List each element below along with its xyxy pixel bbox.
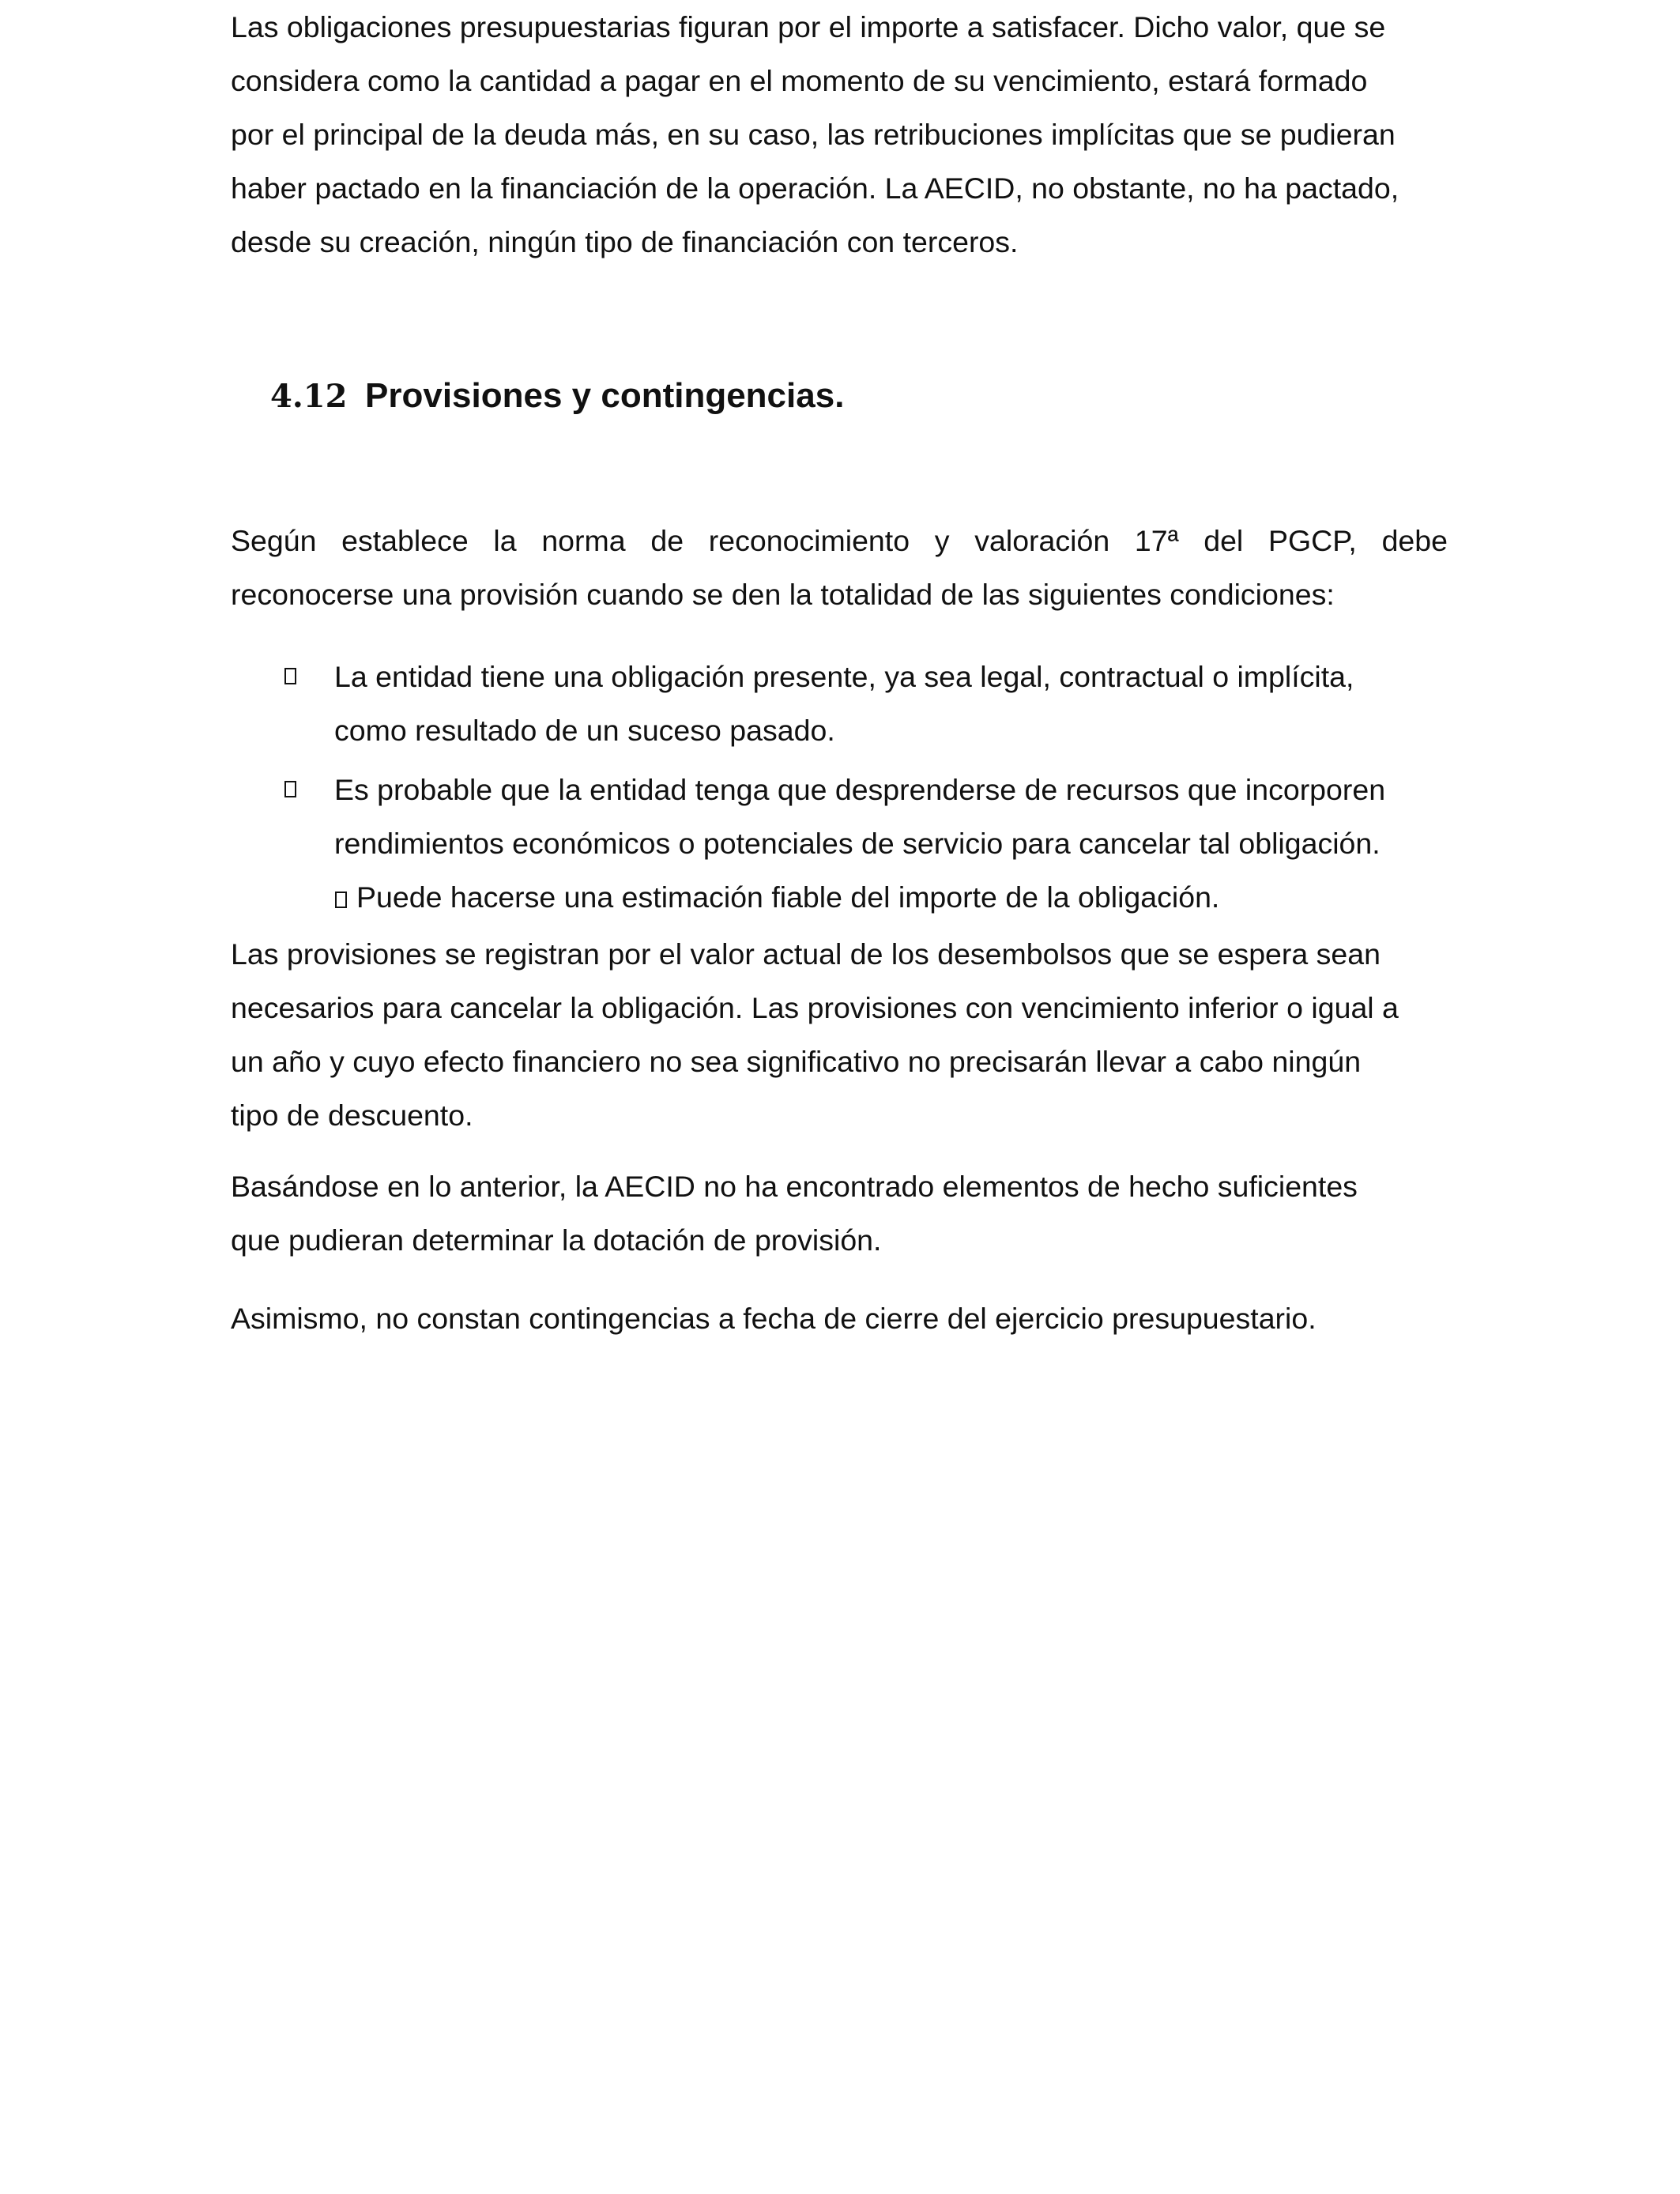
section-title: Provisiones y contingencias.	[365, 376, 845, 415]
paragraph-line: considera como la cantidad a pagar en el momento de su vencimiento, estará formado	[231, 64, 1368, 97]
paragraph-line: Basándose en lo anterior, la AECID no ha encontrado elementos de hecho suficientes	[231, 1170, 1358, 1203]
paragraph-line: Las provisiones se registran por el valor actual de los desembolsos que se espera sean	[231, 937, 1381, 971]
list-item-text	[334, 650, 1354, 757]
paragraph-asimismo	[231, 1291, 1317, 1345]
paragraph-basandose	[231, 1159, 1358, 1267]
paragraph-line: desde su creación, ningún tipo de financiación con terceros.	[231, 225, 1019, 258]
bullet-box-icon	[284, 668, 296, 684]
paragraph-line: necesarios para cancelar la obligación. Las provisiones con vencimiento inferior o igual a	[231, 991, 1399, 1024]
paragraph-provisiones-registro	[231, 927, 1399, 1142]
bullet-box-icon	[284, 781, 296, 797]
paragraph-line: Según establece la norma de reconocimiento y valoración 17ª del PGCP, debe	[231, 524, 1448, 557]
section-heading	[270, 368, 844, 424]
list-item-line: rendimientos económicos o potenciales de servicio para cancelar tal obligación.	[334, 827, 1381, 860]
paragraph-obligaciones	[231, 0, 1399, 269]
paragraph-line: que pudieran determinar la dotación de provisión.	[231, 1223, 882, 1257]
paragraph-line: Las obligaciones presupuestarias figuran por el importe a satisfacer. Dicho valor, que se	[231, 10, 1386, 43]
section-number: 4.12	[270, 378, 348, 415]
bullet-box-icon	[335, 892, 347, 908]
list-item-text: Puede hacerse una estimación fiable del importe de la obligación.	[356, 880, 1220, 914]
paragraph-line: Asimismo, no constan contingencias a fecha de cierre del ejercicio presupuestario.	[231, 1302, 1317, 1335]
paragraph-line: haber pactado en la financiación de la operación. La AECID, no obstante, no ha pactado,	[231, 172, 1399, 205]
paragraph-line: reconocerse una provisión cuando se den la totalidad de las siguientes condiciones:	[231, 578, 1335, 611]
paragraph-line: un año y cuyo efecto financiero no sea significativo no precisarán llevar a cabo ningún	[231, 1045, 1362, 1078]
paragraph-line: tipo de descuento.	[231, 1099, 473, 1132]
list-item-line: La entidad tiene una obligación presente, ya sea legal, contractual o implícita,	[334, 660, 1354, 693]
list-item-text	[334, 763, 1385, 870]
paragraph-segun-norma	[231, 514, 1448, 621]
list-item-line: Es probable que la entidad tenga que desprenderse de recursos que incorporen	[334, 773, 1386, 806]
paragraph-line: por el principal de la deuda más, en su caso, las retribuciones implícitas que se pudieran	[231, 118, 1396, 151]
list-item-line: como resultado de un suceso pasado.	[334, 714, 835, 747]
list-item	[335, 870, 1219, 924]
